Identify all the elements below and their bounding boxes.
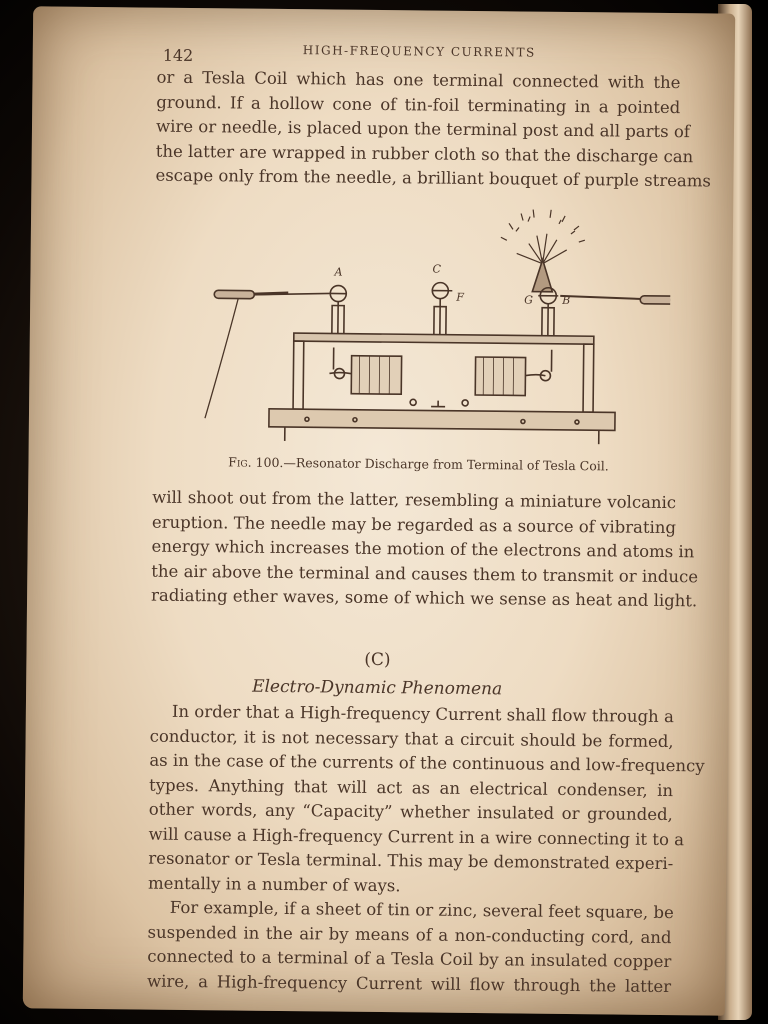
text-line: will shoot out from the latter, resembling a miniature volcanic (152, 487, 677, 513)
running-head: HIGH-FREQUENCY CURRENTS (302, 43, 536, 60)
text-line: escape only from the needle, a brilliant bouquet of purple streams (155, 165, 712, 191)
paragraph-after-figure (151, 486, 699, 614)
text-line: energy which increases the motion of the electrons and atoms in (151, 536, 695, 562)
page-header (33, 40, 735, 71)
paragraph-section-2 (147, 896, 672, 999)
figure-caption-text: —Resonator Discharge from Terminal of Tesla Coil. (283, 454, 609, 474)
spark-bouquet (501, 209, 586, 264)
book-page (23, 6, 735, 1015)
text-line: radiating ether waves, some of which we sense as heat and light. (151, 585, 698, 611)
paragraph-section-1 (147, 700, 705, 901)
text-line: the air above the terminal and causes them to transmit or induce (151, 561, 699, 586)
text-line: wire, a High-frequency Current will flow through the latter (146, 971, 672, 996)
page-number: 142 (162, 45, 194, 66)
text-line: other words, any “Capacity” whether insulated or grounded, (148, 799, 673, 825)
figure-label-c: C (432, 262, 442, 276)
resonator-figure (169, 200, 671, 445)
figure-caption (178, 454, 658, 474)
section-title: Electro-Dynamic Phenomena (252, 676, 503, 700)
paragraph-top (155, 66, 712, 194)
text-line: will cause a High-frequency Current in a wire connecting it to a (148, 824, 685, 849)
text-line: resonator or Tesla terminal. This may be demonstrated experi- (148, 848, 674, 874)
figure-label-b: B (562, 293, 571, 307)
text-line: wire or needle, is placed upon the terminal post and all parts of (155, 116, 691, 142)
text-line: conductor, it is not necessary that a circuit should be formed, (149, 726, 674, 751)
text-line: For example, if a sheet of tin or zinc, several feet square, be (169, 897, 674, 923)
figure-label-g: G (524, 293, 534, 307)
figure-label-a: A (334, 265, 343, 279)
text-line: ground. If a hollow cone of tin-foil terminating in a pointed (156, 92, 681, 117)
figure-caption-prefix: Fig. 100. (228, 454, 284, 470)
text-line: as in the case of the currents of the continuous and low-frequency (149, 750, 705, 776)
section-letter: (C) (364, 649, 391, 671)
text-line: connected to a terminal of a Tesla Coil by an insulated copper (147, 946, 672, 972)
text-line: the latter are wrapped in rubber cloth so that the discharge can (155, 141, 694, 166)
text-line: types. Anything that will act as an electrical condenser, in (149, 775, 674, 800)
figure-label-f: F (456, 290, 464, 304)
tin-foil-cone (532, 260, 552, 292)
text-line: suspended in the air by means of a non-conducting cord, and (147, 922, 672, 947)
text-line: or a Tesla Coil which has one terminal connected with the (156, 67, 681, 93)
text-line: mentally in a number of ways. (147, 873, 401, 895)
text-line: In order that a High-frequency Current shall flow through a (171, 701, 674, 727)
text-line: eruption. The needle may be regarded as a source of vibrating (151, 512, 677, 537)
